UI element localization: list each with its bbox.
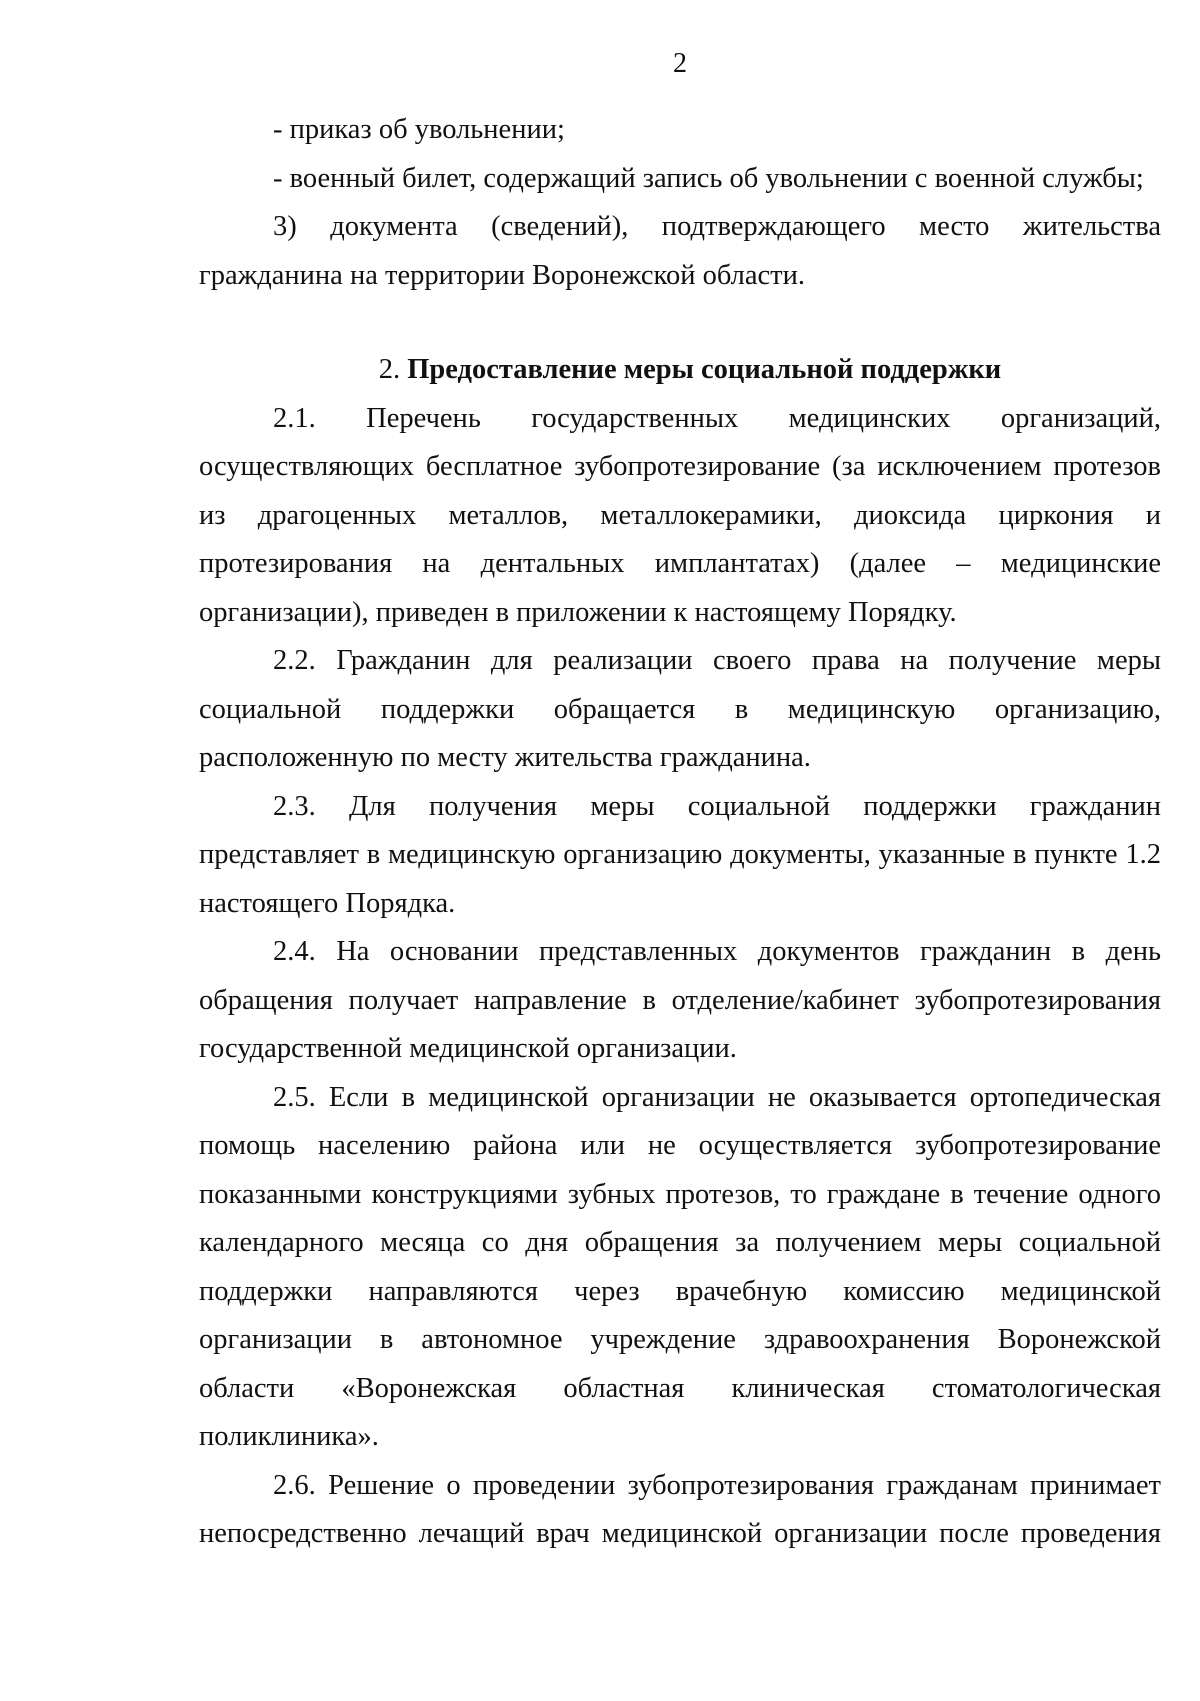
paragraph-2-3	[199, 783, 1161, 929]
paragraph-line: 2.2. Гражданин для реализации своего права на получение меры	[273, 645, 1161, 676]
section-title: Предоставление меры социальной поддержки	[407, 354, 1002, 385]
paragraph-2-4	[199, 928, 1161, 1074]
intro-line-1: - приказ об увольнении;	[273, 114, 565, 145]
paragraph-line: государственной медицинской организации.	[199, 1033, 737, 1064]
paragraph-2-2	[199, 637, 1161, 783]
paragraph-line: 2.1. Перечень государственных медицинских организаций,	[273, 402, 1161, 434]
paragraph-2-1	[199, 395, 1161, 638]
intro-line-3: 3) документа (сведений), подтверждающего место жительства	[273, 211, 1161, 242]
paragraph-2-5	[199, 1074, 1161, 1462]
paragraph-line: 2.5. Если в медицинской организации не оказывается ортопедическая	[273, 1081, 1161, 1113]
paragraph-line: социальной поддержки обращается в медицинскую организацию,	[199, 693, 1161, 725]
paragraph-line: представляет в медицинскую организацию документы, указанные в пункте 1.2	[199, 839, 1161, 870]
paragraph-line: 2.3. Для получения меры социальной поддержки гражданин	[273, 790, 1161, 822]
section-heading	[199, 346, 1161, 395]
paragraph-line: календарного месяца со дня обращения за получением меры социальной	[199, 1227, 1161, 1258]
section-number: 2.	[378, 354, 401, 385]
paragraph-line: поликлиника».	[199, 1421, 379, 1452]
document-body	[199, 106, 1161, 1559]
paragraph-line: из драгоценных металлов, металлокерамики, диоксида циркония и	[199, 499, 1161, 531]
paragraph-line: 2.4. На основании представленных документов гражданин в день	[273, 936, 1161, 967]
paragraph-line: области «Воронежская областная клиническая стоматологическая	[199, 1372, 1161, 1404]
paragraph-line: поддержки направляются через врачебную комиссию медицинской	[199, 1275, 1161, 1307]
paragraph-line: организации в автономное учреждение здравоохранения Воронежской	[199, 1324, 1161, 1355]
paragraph-line: обращения получает направление в отделение/кабинет зубопротезирования	[199, 984, 1161, 1016]
paragraph-line: осуществляющих бесплатное зубопротезирование (за исключением протезов	[199, 451, 1161, 482]
paragraph-line: организации), приведен в приложении к настоящему Порядку.	[199, 596, 957, 628]
paragraph-2-6	[199, 1462, 1161, 1559]
paragraph-line: 2.6. Решение о проведении зубопротезирования гражданам принимает	[273, 1469, 1161, 1501]
paragraph-line: показанными конструкциями зубных протезов, то граждане в течение одного	[199, 1178, 1161, 1210]
intro-line-4: гражданина на территории Воронежской области.	[199, 259, 805, 291]
paragraph-line: настоящего Порядка.	[199, 887, 456, 919]
paragraph-line: протезирования на дентальных имплантатах) (далее – медицинские	[199, 548, 1161, 579]
paragraph-line: непосредственно лечащий врач медицинской организации после проведения	[199, 1518, 1161, 1549]
intro-line-2: - военный билет, содержащий запись об увольнении с военной службы;	[273, 162, 1144, 194]
paragraph-line: помощь населению района или не осуществляется зубопротезирование	[199, 1130, 1161, 1161]
paragraph-line: расположенную по месту жительства гражданина.	[199, 742, 811, 773]
page-number: 2	[673, 48, 687, 79]
